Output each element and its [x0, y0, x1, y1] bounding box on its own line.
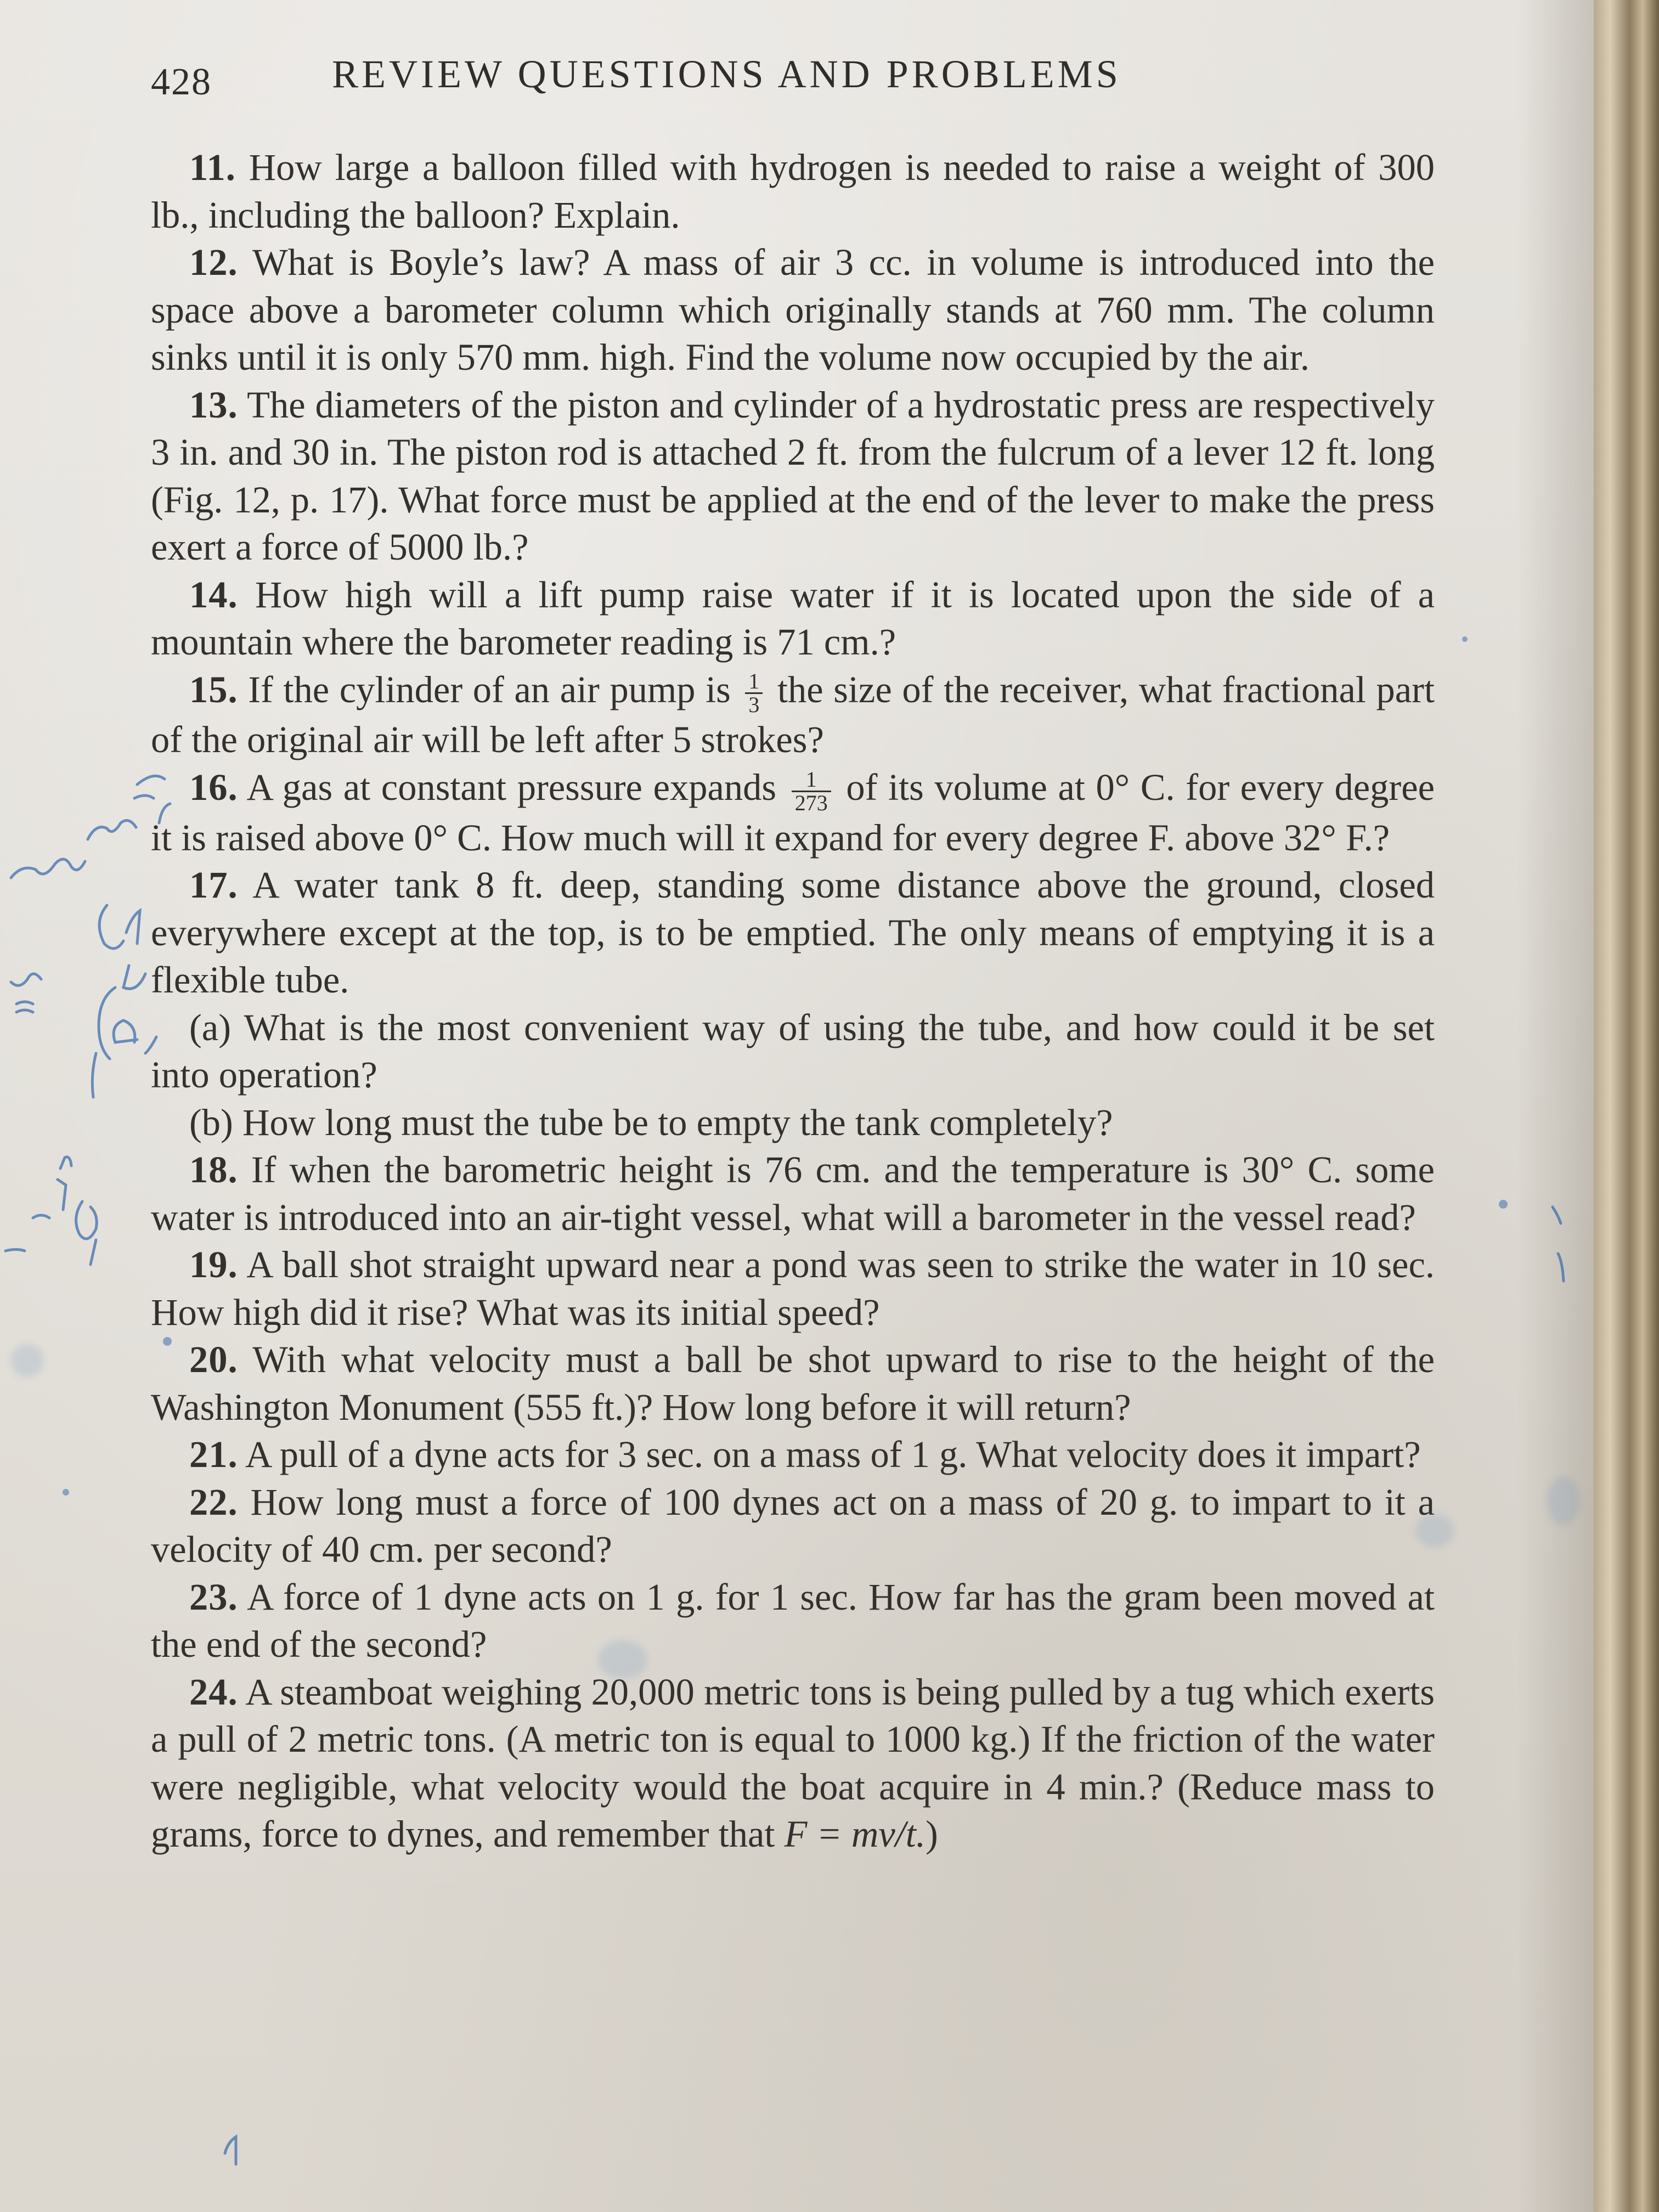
page-header [151, 45, 1468, 116]
problem-text: A gas at constant pressure expands [246, 766, 777, 808]
problem-text: If the cylinder of an air pump is [248, 668, 731, 710]
problem-22 [151, 1479, 1435, 1573]
problem-text: If when the barometric height is 76 cm. and the temperature is 30° C. some water is introduced into an air-tight vessel, what will a barometer in the vessel read? [151, 1149, 1435, 1238]
problem-text: With what velocity must a ball be shot upward to rise to the height of the Washington Monument (555 ft.)? How long before it will return? [151, 1339, 1435, 1428]
problem-17-part-a: (a) What is the most convenient way of using the tube, and how could it be set into operation? [151, 1006, 1435, 1096]
problem-text: How high will a lift pump raise water if it is located upon the side of a mountain where the barometer reading is 71 cm.? [151, 573, 1435, 663]
problem-number: 20. [189, 1339, 238, 1381]
problem-text: How long must a force of 100 dynes act on a mass of 20 g. to impart to it a velocity of 40 cm. per second? [151, 1481, 1435, 1571]
fraction-denominator: 3 [748, 692, 760, 718]
formula: F = mv/t. [784, 1813, 926, 1855]
problem-text: The diameters of the piston and cylinder of a hydrostatic press are respectively 3 in. and 30 in. The piston rod is attached 2 ft. from the fulcrum of a lever 12 ft. long (Fig. 12, p. 17). What force must be applied at the end of the lever to make the press exert a force of 5000 lb.? [151, 383, 1435, 568]
ink-smudge [598, 1640, 647, 1679]
book-binding-edge [1594, 0, 1659, 2212]
problem-17-part-b: (b) How long must the tube be to empty the tank completely? [189, 1101, 1113, 1143]
problem-number: 17. [189, 864, 238, 906]
problem-16 [151, 764, 1435, 861]
ink-smudge [11, 1344, 44, 1377]
problem-number: 19. [189, 1244, 238, 1286]
problem-20 [151, 1336, 1435, 1431]
page-number: 428 [151, 61, 212, 103]
problem-number: 24. [189, 1671, 238, 1713]
problem-number: 18. [189, 1149, 238, 1191]
problem-21 [151, 1431, 1435, 1479]
problem-number: 14. [189, 573, 238, 616]
problem-24 [151, 1668, 1435, 1858]
problem-11 [151, 144, 1435, 239]
gutter-shadow [1517, 0, 1594, 2212]
problem-list [151, 144, 1435, 1858]
fraction-numerator: 1 [792, 769, 831, 792]
problem-text: A pull of a dyne acts for 3 sec. on a mass of 1 g. What velocity does it impart? [245, 1434, 1421, 1476]
fraction-numerator: 1 [745, 670, 763, 694]
problem-number: 11. [189, 146, 236, 188]
problem-text: A force of 1 dyne acts on 1 g. for 1 sec. How far has the gram been moved at the end of the second? [151, 1576, 1435, 1666]
problem-15 [151, 666, 1435, 764]
problem-text: A water tank 8 ft. deep, standing some distance above the ground, closed everywhere except at the top, is to be emptied. The only means of emptying it is a flexible tube. [151, 864, 1435, 1001]
problem-number: 21. [189, 1434, 238, 1476]
problem-number: 16. [189, 766, 238, 808]
problem-18 [151, 1146, 1435, 1241]
problem-12 [151, 239, 1435, 381]
problem-14 [151, 571, 1435, 666]
problem-number: 12. [189, 241, 238, 283]
problem-number: 15. [189, 668, 238, 710]
problem-text: of its volume at 0° C. for every degree it is raised above 0° C. How much will it expand for every degree F. above 32° F.? [151, 766, 1435, 859]
ink-smudge [1547, 1476, 1580, 1525]
fraction [745, 670, 763, 716]
problem-text: the size of the receiver, what fractional part of the original air will be left after 5 strokes? [151, 668, 1435, 761]
problem-text: What is Boyle’s law? A mass of air 3 cc. in volume is introduced into the space above a barometer column which originally stands at 760 mm. The column sinks until it is only 570 mm. high. Find the volume now occupied by the air. [151, 241, 1435, 378]
problem-number: 23. [189, 1576, 238, 1618]
problem-text: How large a balloon filled with hydrogen is needed to raise a weight of 300 lb., including the balloon? Explain. [151, 146, 1435, 236]
ink-smudge [1415, 1514, 1454, 1547]
running-title: REVIEW QUESTIONS AND PROBLEMS [332, 52, 1121, 96]
problem-text: A steamboat weighing 20,000 metric tons is being pulled by a tug which exerts a pull of 2 metric tons. (A metric ton is equal to 1000 kg.) If the friction of the water were negligible, what velocity would the boat acquire in 4 min.? (Reduce mass to grams, force to dynes, and remember that [151, 1671, 1435, 1855]
problem-number: 13. [189, 383, 238, 426]
problem-19 [151, 1241, 1435, 1336]
closing-paren: ) [925, 1813, 938, 1855]
problem-17 [151, 861, 1435, 1004]
problem-13 [151, 381, 1435, 571]
problem-23 [151, 1573, 1435, 1668]
fraction-denominator: 273 [794, 790, 828, 815]
problem-text: A ball shot straight upward near a pond was seen to strike the water in 10 sec. How high did it rise? What was its initial speed? [151, 1244, 1435, 1333]
fraction [792, 766, 831, 815]
problem-number: 22. [189, 1481, 238, 1523]
